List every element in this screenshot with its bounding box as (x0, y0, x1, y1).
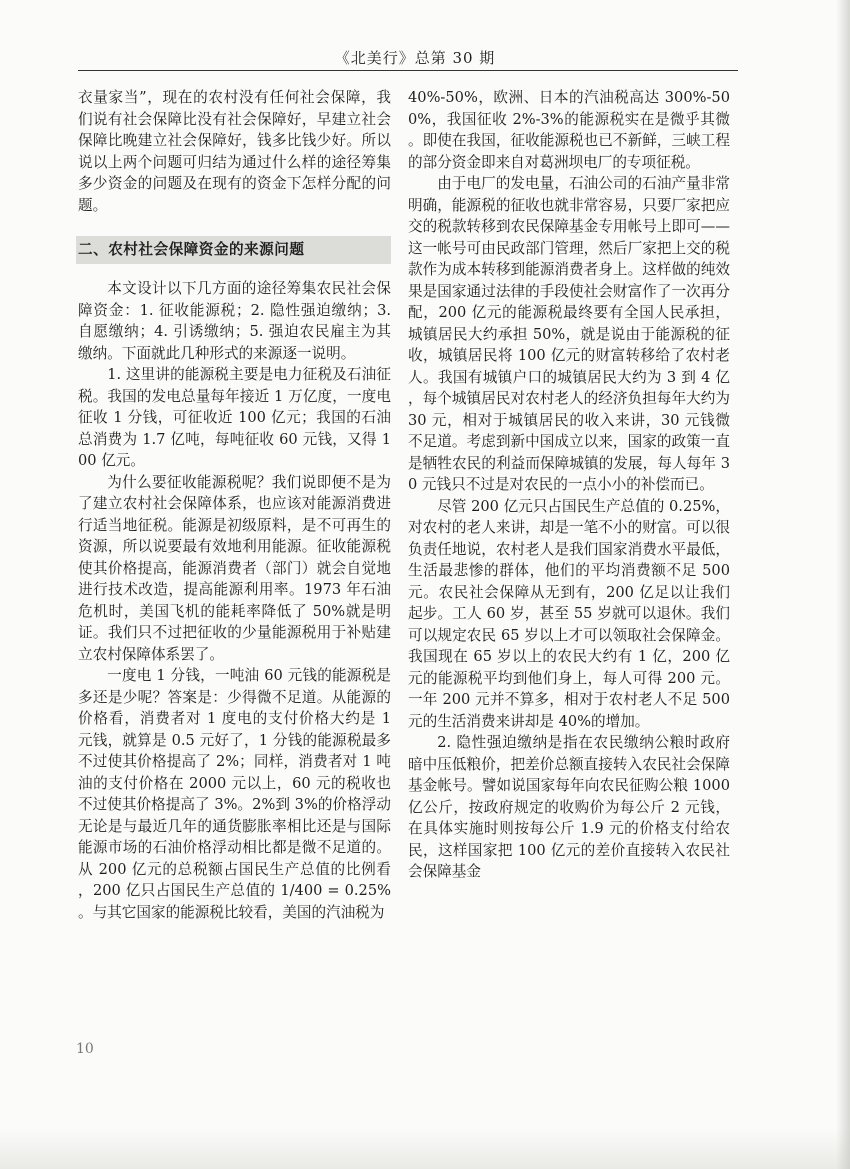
paragraph-tax-collection: 由于电厂的发电量，石油公司的石油产量非常明确，能源税的征收也就非常容易，只要厂家把应交的税款转移到农民保障基金专用帐号上即可——这一帐号可由民政部门管理，然后厂家把上交的税款作为成本转移到能源消费者身上。这样做的纯效果是国家通过法律的手段使社会财富作了一次再分配，200 亿元的能源税最终要有全国人民承担，城镇居民大约承担 50%，就是说由于能源税的征收，城镇居民将 100 亿元的财富转移给了农村老人。我国有城镇户口的城镇居民大约为 3 到 4 亿，每个城镇居民对农村老人的经济负担每年大约为 30 元，相对于城镇居民的收入来讲，30 元钱微不足道。考虑到新中国成立以来，国家的政策一直是牺牲农民的利益而保障城镇的发展，每人每年 30 元钱只不过是对农民的一点小小的补偿而已。 (408, 175, 730, 493)
paragraph-tax-magnitude: 一度电 1 分钱，一吨油 60 元钱的能源税是多还是少呢？答案是：少得微不足道。从能源的价格看，消费者对 1 度电的支付价格大约是 1 元钱，就算是 0.5 元好了，1 分钱的能源税最多不过使其价格提高了 2%；同样，消费者对 1 吨油的支付价格在 2000 元以上，60 元的税收也不过使其价格提高了 3%。2%到 3%的价格浮动无论是与最近几年的通货膨胀率相比还是与国际能源市场的石油价格浮动相比都是微不足道的。从 200 亿元的总税额占国民生产总值的比例看，200 亿只占国民生产总值的 1/400 = 0.25%。与其它国家的能源税比较看，美国的汽油税为 (78, 667, 391, 921)
intro-paragraph: 衣量家当”，现在的农村没有任何社会保障，我们说有社会保障比没有社会保障好，早建立社会保障比晚建立社会保障好，钱多比钱少好。所以说以上两个问题可归结为通过什么样的途径筹集多少资金的问题及在现有的资金下怎样分配的问题。 (78, 89, 391, 214)
page-number: 10 (76, 1041, 94, 1057)
paragraph-why-energy-tax: 为什么要征收能源税呢？我们说即便不是为了建立农村社会保障体系，也应该对能源消费进行适当地征税。能源是初级原料，是不可再生的资源，所以说要最有效地利用能源。征收能源税使其价格提高，能源消费者（部门）就会自觉地进行技术改造，提高能源利用率。1973 年石油危机时，美国飞机的能耗率降低了 50%就是明证。我们只不过把征收的少量能源税用于补贴建立农村保障体系罢了。 (78, 473, 391, 663)
header-rule (78, 70, 738, 71)
paragraph-funding-sources: 本文设计以下几方面的途径筹集农民社会保障资金：1. 征收能源税；2. 隐性强迫缴纳；3. 自愿缴纳；4. 引诱缴纳；5. 强迫农民雇主为其缴纳。下面就此几种形式的来源逐一说明。 (78, 280, 391, 362)
running-header: 《北美行》总第 30 期 (334, 49, 496, 67)
paragraph-energy-tax: 1. 这里讲的能源税主要是电力征税及石油征税。我国的发电总量每年接近 1 万亿度，一度电征收 1 分钱，可征收近 100 亿元；我国的石油总消费为 1.7 亿吨，每吨征收 60 元钱，又得 100 亿元。 (78, 366, 391, 469)
paragraph-elderly-benefit: 尽管 200 亿元只占国民生产总值的 0.25%，对农村的老人来讲，却是一笔不小的财富。可以很负责任地说，农村老人是我们国家消费水平最低，生活最悲惨的群体，他们的平均消费额不足 500 元。农民社会保障从无到有，200 亿足以让我们起步。工人 60 岁，甚至 55 岁就可以退休。我们可以规定农民 65 岁以上才可以领取社会保障金。我国现在 65 岁以上的农民大约有 1 亿，200 亿元的能源税平均到他们身上，每人可得 200 元。一年 200 元并不算多，相对于农村老人不足 500 元的生活消费来讲却是 40%的增加。 (408, 497, 730, 730)
spine-shadow (836, 0, 850, 1169)
paragraph-continued: 40%-50%，欧洲、日本的汽油税高达 300%-500%，我国征收 2%-3%的能源税实在是微乎其微。即使在我国，征收能源税也已不新鲜，三峡工程的部分资金即来自对葛洲坝电厂的专项征税。 (408, 89, 730, 171)
bottom-shadow (0, 1129, 850, 1169)
section-title: 二、农村社会保障资金的来源问题 (76, 236, 391, 264)
left-column (78, 87, 391, 923)
right-column (408, 87, 730, 883)
paragraph-hidden-contribution: 2. 隐性强迫缴纳是指在农民缴纳公粮时政府暗中压低粮价，把差价总额直接转入农民社会保障基金帐号。譬如说国家每年向农民征购公粮 1000 亿公斤，按政府规定的收购价为每公斤 2 元钱，在具体实施时则按每公斤 1.9 元的价格支付给农民，这样国家把 100 亿元的差价直接转入农民社会保障基金 (408, 734, 730, 880)
